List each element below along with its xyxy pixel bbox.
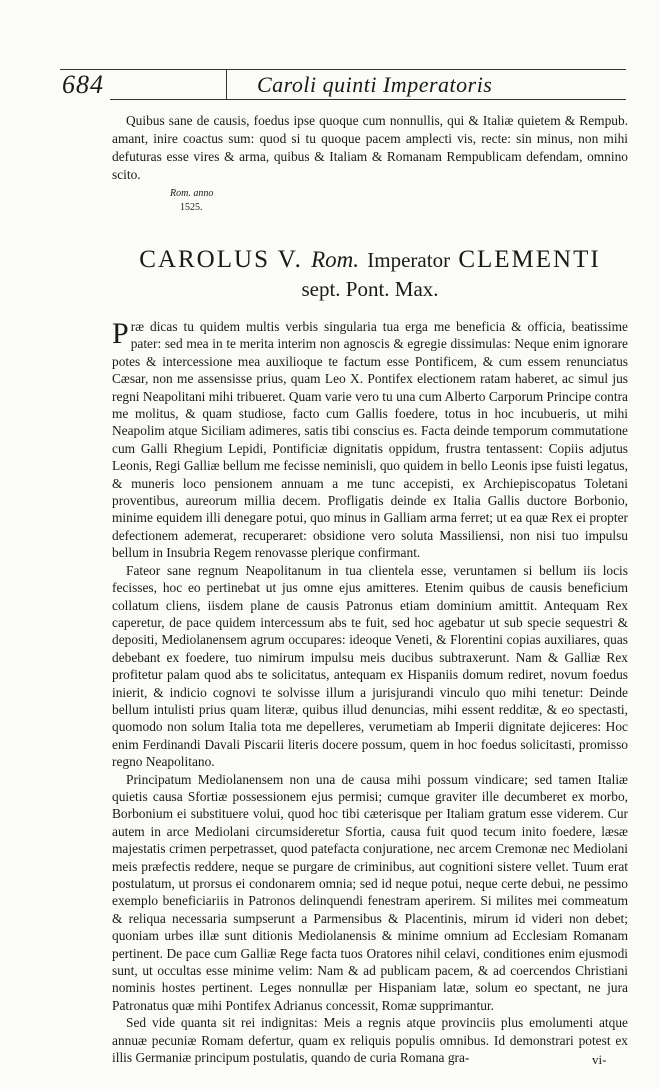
drop-cap: P (112, 317, 129, 350)
body-paragraph (112, 318, 628, 562)
letter-body (112, 318, 628, 1066)
heading-line-2: sept. Pont. Max. (301, 277, 439, 301)
margin-note-year: 1525. (180, 202, 203, 213)
previous-letter-paragraph: Quibus sane de causis, foedus ipse quoque cum nonnullis, qui & Italiæ quietem & Rempub. amant, inire coactus sum: quod si tu quoque pacem amplecti vis, recte: sin minus, non mihi defuturas esse vires & arma, quibus & Italiam & Romanam Rempublicam defendam, omnino scito. (112, 113, 628, 182)
body-paragraph: Fateor sane regnum Neapolitanum in tua clientela esse, veruntamen si bellum iis locis fecisses, hoc eo pertinebat ut jus omne ejus amitteres. Etenim quibus de causis beneficium collatum cliens, iisdem plane de causis Patronus etiam dominium amittit. Antequam Rex caperetur, de pace quidem intercessum abs te fuit, sed hoc agebatur ut sub specie sequestri & depositi, Mediolanensem agrum occupares: ideoque Veneti, & Florentini copias auxiliares, quas debebant ex foedere, tuo nimirum impulsu meis ducibus subtraxerunt. Nam & Galliæ Rex profitetur palam quod abs te solicitatus, antequam ex Hispaniis domum rediret, novum foedus inierit, & indicio cognovi te solvisse illum a jurisjurandi vinculo quo mihi tenetur: Deinde bellum intulisti prius quam literæ, quibus illud denuncias, mihi essent redditæ, & eo spectasti, quomodo non solum Italia tota me depelleres, verumetiam ab Imperii dignitate dejiceres: Hoc enim Ferdinandi Davali Piscarii literis docere possum, quem in hoc foedus solicitasti, promisso regno Neapolitano. (112, 562, 628, 770)
page-header (62, 70, 622, 100)
body-paragraph-text: ræ dicas tu quidem multis verbis singularia tua erga me beneficia & officia, beatissime pater: sed mea in te merita interim non agnoscis & egregie dissimulas: Neque enim ignorare potes & intercessione mea auxilioque te factum esse Pontificem, & cum essem renunciatus Cæsar, non me assensisse prius, quam Leo X. Pontifex electionem ratam haberet, ac simul jus regni Neapolitani mihi tribueret. Quam varie vero tu una cum Alberto Carporum Principe contra me molitus, & quam studiose, facto cum Gallis foedere, totus in hoc incubueris, ut mihi Neapolim atque Siciliam adimeres, satis tibi conscius es. Facta deinde temporum commutatione cum Galli Rhegium Lepidi, Pontificiæ dignitatis oppidum, frustra tentassent: Copiis adjutus Leonis, Regi Galliæ bellum me fecisse neminisli, quo quidem in bello Leonis ipse fuisti legatus, & muneris loco pensionem annuam a me tunc accepisti, ex Archiepiscopatus Toletani proventibus, aureorum millia decem. Profligatis deinde ex Italia Gallis ductore Borbonio, minime equidem illi denegare potui, quo minus in Galliam arma ferret; ut ea quæ Rex ei propter defectionem ademerat, recuperaret: obsidione vero soluta Massiliensi, non nisi tuo impulsu bellum in Insubria Regem renovasse plerique confirmant. (112, 319, 628, 561)
margin-note-line1: Rom. anno (170, 188, 214, 199)
heading-imperator: Imperator (367, 248, 451, 272)
heading-recipient: CLEMENTI (458, 246, 601, 273)
heading-name: CAROLUS V. (139, 246, 303, 273)
margin-note (170, 187, 213, 215)
page-number: 684 (62, 70, 104, 99)
previous-letter-ending (112, 112, 628, 184)
body-paragraph: Principatum Mediolanensem non una de causa mihi possum vindicare; sed tamen Italiæ quietis causa Sfortiæ possessionem ejus permisi; cumque graviter ille decumberet ex morbo, Borbonium ei substituere volui, quod hoc tibi cæterisque per Italiam gratum esse viderem. Cur autem in arce Mediolani circumsideretur Sfortia, causa fuit quod tecum inito foedere, læsæ majestatis crimen perpetrasset, quod patefacta conjuratione, nec arcem Cremonæ nec Mediolani meis præfectis reddere, neque se purgare de criminibus, aut cognitioni sistere vellet. Tuum erat postulatum, ut prorsus ei condonarem omnia; sed id neque potui, neque certe debui, ne pessimo exemplo beneficiariis in Patronos delinquendi fenestram aperirem. Si milites mei commeatum & reliqua necessaria sumpserunt a Parmensibus & Placentinis, mirum id videri non debet; quoniam urbes illæ sunt ditionis Mediolanensis & minime omnium ad Ecclesiam Romanam pertinent. De pace cum Galliæ Rege facta tuos Oratores nihil celavi, conditiones enim ejusmodi sunt, ut occultas esse minime velim: Nam & ad publicam pacem, & ad coercendos Christiani nominis hostes pertinent. Leges nonnullæ per Hispaniam latæ, solum eo spectant, ne jura Patronatus quæ mihi Pontifex Adrianus concessit, Romæ supprimantur. (112, 771, 628, 1013)
heading-rom: Rom. (311, 247, 360, 272)
heading-line-1 (112, 245, 628, 275)
letter-heading (112, 245, 628, 303)
catchword: vi- (592, 1052, 607, 1067)
body-paragraph: Sed vide quanta sit rei indignitas: Meis a regnis atque provinciis plus emolumenti atque annuæ pecuniæ Romam defertur, quam ex reliquis populis omnibus. Id demonstrari potest ex illis Germaniæ principum postulatis, quando de curia Romana gra- (112, 1015, 628, 1066)
running-title: Caroli quinti Imperatoris (257, 72, 493, 97)
